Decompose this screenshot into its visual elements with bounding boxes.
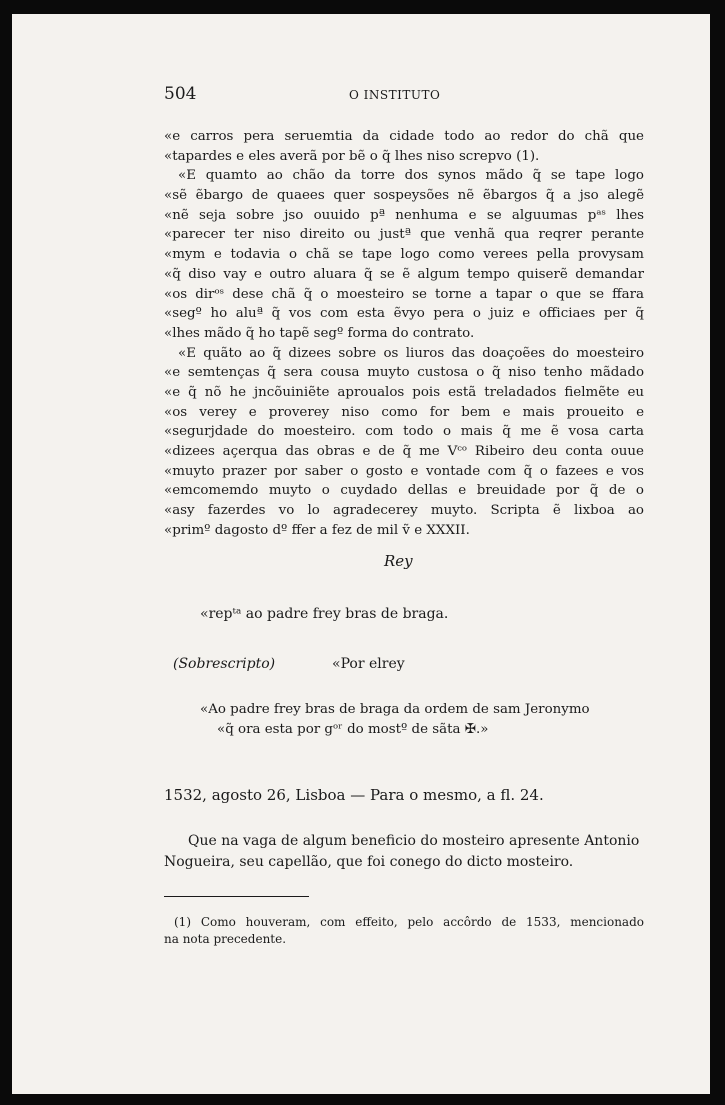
- body-line: «nẽ seja sobre jso ouuido pª nenhuma e se alguumas pᵃˢ lhes: [164, 207, 644, 223]
- summary-line: Nogueira, seu capellão, que foi conego do dicto mosteiro.: [164, 854, 574, 870]
- body-line: «lhes mãdo q̃ ho tapẽ segº forma do contrato.: [164, 325, 475, 341]
- footnote-divider: [164, 896, 309, 897]
- sobrescripto-text: «Por elrey: [332, 656, 405, 672]
- entry-summary: [164, 831, 644, 873]
- body-line: «tapardes e eles averã por bẽ o q̃ lhes niso screpvo (1).: [164, 148, 540, 164]
- footnote-line: (1) Como houveram, com effeito, pelo accôrdo de 1533, mencionado: [174, 915, 644, 929]
- body-line: «primº dagosto dº ffer a fez de mil ṽ e XXXII.: [164, 522, 470, 538]
- page-number: 504: [164, 84, 197, 104]
- body-line: «E quamto ao chão da torre dos synos mãdo q̃ se tape logo: [178, 168, 644, 184]
- sobrescripto-label: (Sobrescripto): [173, 656, 276, 672]
- page-header: [164, 84, 664, 108]
- address-line: «Ao padre frey bras de braga da ordem de sam Jeronymo: [200, 702, 590, 717]
- document-page: [12, 14, 710, 1094]
- body-line: «emcomemdo muyto o cuydado dellas e breuidade por q̃ de o: [164, 483, 644, 499]
- body-line: «os dirᵒˢ dese chã q̃ o moesteiro se torne a tapar o que se ffara: [164, 286, 644, 302]
- addressee-line: «repᵗᵃ ao padre frey bras de braga.: [200, 606, 449, 622]
- signature: Rey: [384, 552, 413, 570]
- body-line: «e carros pera seruemtia da cidade todo ao redor do chã que: [164, 129, 644, 144]
- body-line: «e q̃ nõ he jncõuiniẽte aproualos pois estã treladados fielmẽte eu: [164, 384, 644, 400]
- footnote-line: na nota precedente.: [164, 932, 287, 946]
- address-line: «q̃ ora esta por gᵒʳ do mostº de sãta ✠.»: [217, 722, 489, 737]
- body-line: «sẽ ẽbargo de quaees quer sospeysões nẽ ẽbargos q̃ a jso alegẽ: [164, 188, 644, 204]
- body-line: «E quãto ao q̃ dizees sobre os liuros das doaçoẽes do moesteiro: [178, 345, 644, 361]
- footnote: [164, 914, 644, 948]
- body-line: «segurjdade do moesteiro. com todo o mais q̃ me ẽ vosa carta: [164, 424, 644, 440]
- letter-body: [164, 127, 644, 540]
- body-line: «q̃ diso vay e outro aluara q̃ se ẽ algum tempo quiserẽ demandar: [164, 266, 644, 282]
- body-line: «dizees açerqua das obras e de q̃ me Vᶜᵒ Ribeiro deu conta ouue: [164, 444, 644, 459]
- body-line: «parecer ter niso direito ou justª que venhã qua reqrer perante: [164, 227, 644, 243]
- body-line: «mym e todavia o chã se tape logo como verees pella provysam: [164, 247, 644, 263]
- body-line: «asy fazerdes vo lo agradecerey muyto. Scripta ẽ lixboa ao: [164, 503, 644, 519]
- body-line: «e semtenças q̃ sera cousa muyto custosa o q̃ niso tenho mãdado: [164, 365, 644, 381]
- body-line: «segº ho aluª q̃ vos com esta ẽvyo pera o juiz e officiaes per q̃: [164, 306, 644, 322]
- running-head: O INSTITUTO: [349, 88, 441, 102]
- summary-line: Que na vaga de algum beneficio do mosteiro apresente Antonio: [188, 833, 640, 849]
- body-line: «muyto prazer por saber o gosto e vontade com q̃ o fazees e vos: [164, 463, 644, 479]
- entry-heading: 1532, agosto 26, Lisboa — Para o mesmo, a fl. 24.: [164, 786, 544, 804]
- body-line: «os verey e proverey niso como for bem e mais proueito e: [164, 404, 644, 420]
